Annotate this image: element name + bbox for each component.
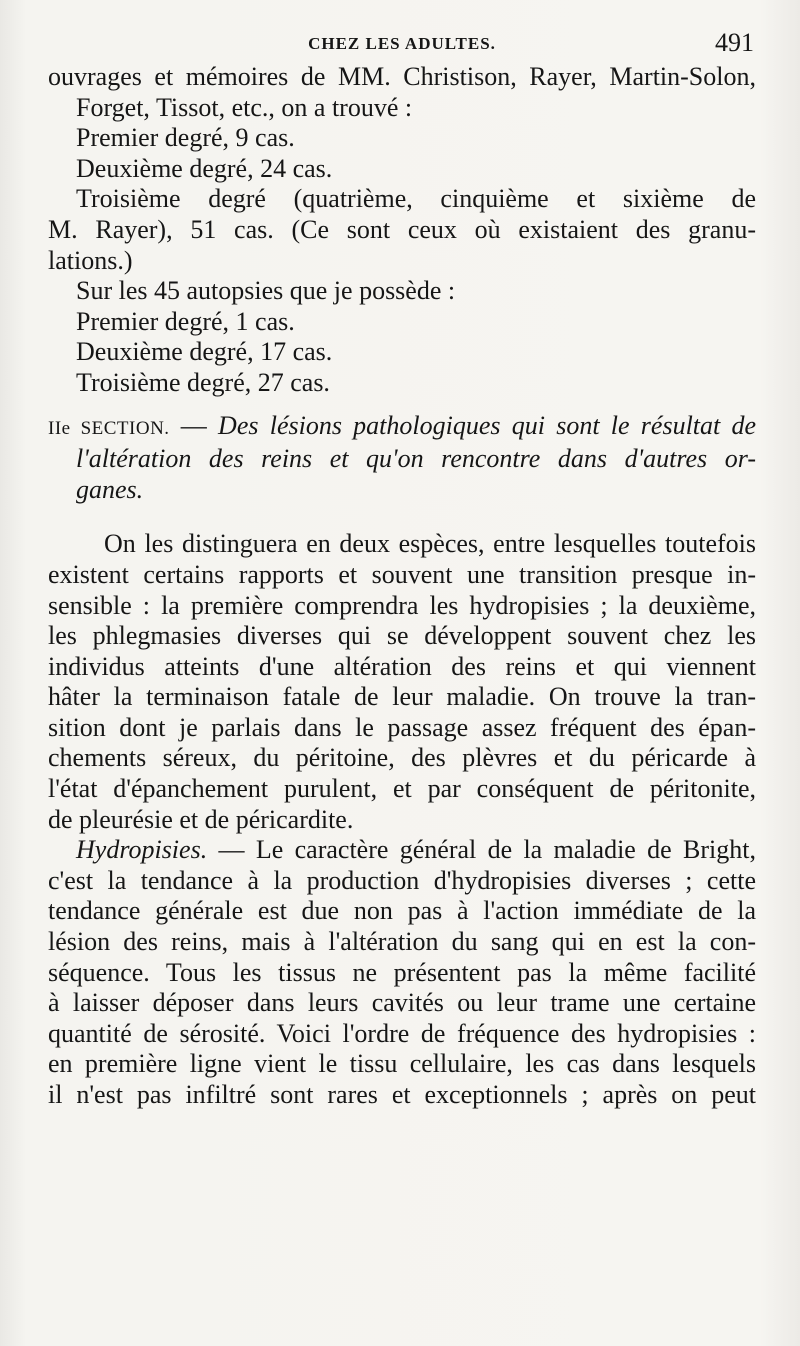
paragraph-line: il n'est pas infiltré sont rares et exceptionnels ; après on peut — [48, 1080, 756, 1109]
text-line: Troisième degré (quatrième, cinquième et sixième de — [76, 184, 756, 214]
text-line: Premier degré, 1 cas. — [76, 306, 295, 336]
text-line: Deuxième degré, 24 cas. — [76, 153, 333, 183]
paragraph-line: quantité de sérosité. Voici l'ordre de fréquence des hydropisies : — [48, 1018, 756, 1048]
paragraph-line: sensible : la première comprendra les hydropisies ; la deuxième, — [48, 590, 756, 620]
text-line: Forget, Tissot, etc., on a trouvé : — [76, 92, 413, 122]
paragraph-lead-rest: — Le caractère général de la maladie de Bright, — [207, 835, 756, 865]
section-title-line: Des lésions pathologiques qui sont le résultat de — [218, 410, 756, 440]
paragraph-line: individus atteints d'une altération des reins et qui viennent — [48, 651, 756, 681]
section-title-line-3 — [48, 475, 756, 506]
text-line: lations.) — [48, 245, 133, 275]
paragraph-line: sition dont je parlais dans le passage assez fréquent des épan- — [48, 712, 756, 742]
paragraph-line: hâter la terminaison fatale de leur maladie. On trouve la tran- — [48, 682, 756, 712]
running-title: CHEZ LES ADULTES. — [308, 34, 496, 53]
paragraph-lead: Hydropisies. — [76, 835, 208, 865]
text-line: M. Rayer), 51 cas. (Ce sont ceux où existaient des granu- — [48, 214, 756, 244]
page-number: 491 — [715, 28, 754, 57]
page-body — [48, 62, 756, 1111]
section-title-line-2 — [48, 444, 756, 475]
section-title-text: ganes. — [76, 474, 144, 504]
text-line: Troisième degré, 27 cas. — [76, 367, 330, 397]
paragraph-line: chements séreux, du péritoine, des plèvres et du péricarde à — [48, 743, 756, 773]
section-number: IIe SECTION. — [48, 417, 170, 439]
running-head — [48, 22, 756, 62]
paragraph-line: de pleurésie et de péricardite. — [48, 804, 354, 834]
paragraph-line: lésion des reins, mais à l'altération du sang qui en est la con- — [48, 927, 756, 957]
text-line: ouvrages et mémoires de MM. Christison, Rayer, Martin-Solon, — [48, 62, 756, 91]
paragraph-line: l'état d'épanchement purulent, et par conséquent de péritonite, — [48, 774, 756, 804]
paragraph-line: On les distinguera en deux espèces, entre lesquelles toutefois — [104, 529, 756, 559]
paragraph-line: tendance générale est due non pas à l'action immédiate de la — [48, 896, 756, 926]
paragraph-line: existent certains rapports et souvent une transition presque in- — [48, 559, 756, 589]
paragraph-line: les phlegmasies diverses qui se développent souvent chez les — [48, 621, 756, 651]
paragraph-line: à laisser déposer dans leurs cavités ou leur trame une certaine — [48, 988, 756, 1018]
text-line: Premier degré, 9 cas. — [76, 123, 295, 153]
section-title-text: l'altération des reins et qu'on rencontre dans d'autres or- — [76, 444, 756, 474]
text-line: Sur les 45 autopsies que je possède : — [76, 276, 456, 306]
section-dash: — — [180, 410, 207, 440]
section-heading — [48, 411, 756, 445]
paragraph-line: séquence. Tous les tissus ne présentent pas la même facilité — [48, 957, 756, 987]
paragraph-lead-line — [48, 835, 756, 866]
paragraph-line: en première ligne vient le tissu cellulaire, les cas dans lesquels — [48, 1049, 756, 1079]
paragraph-line: c'est la tendance à la production d'hydropisies diverses ; cette — [48, 865, 756, 895]
text-line: Deuxième degré, 17 cas. — [76, 337, 333, 367]
